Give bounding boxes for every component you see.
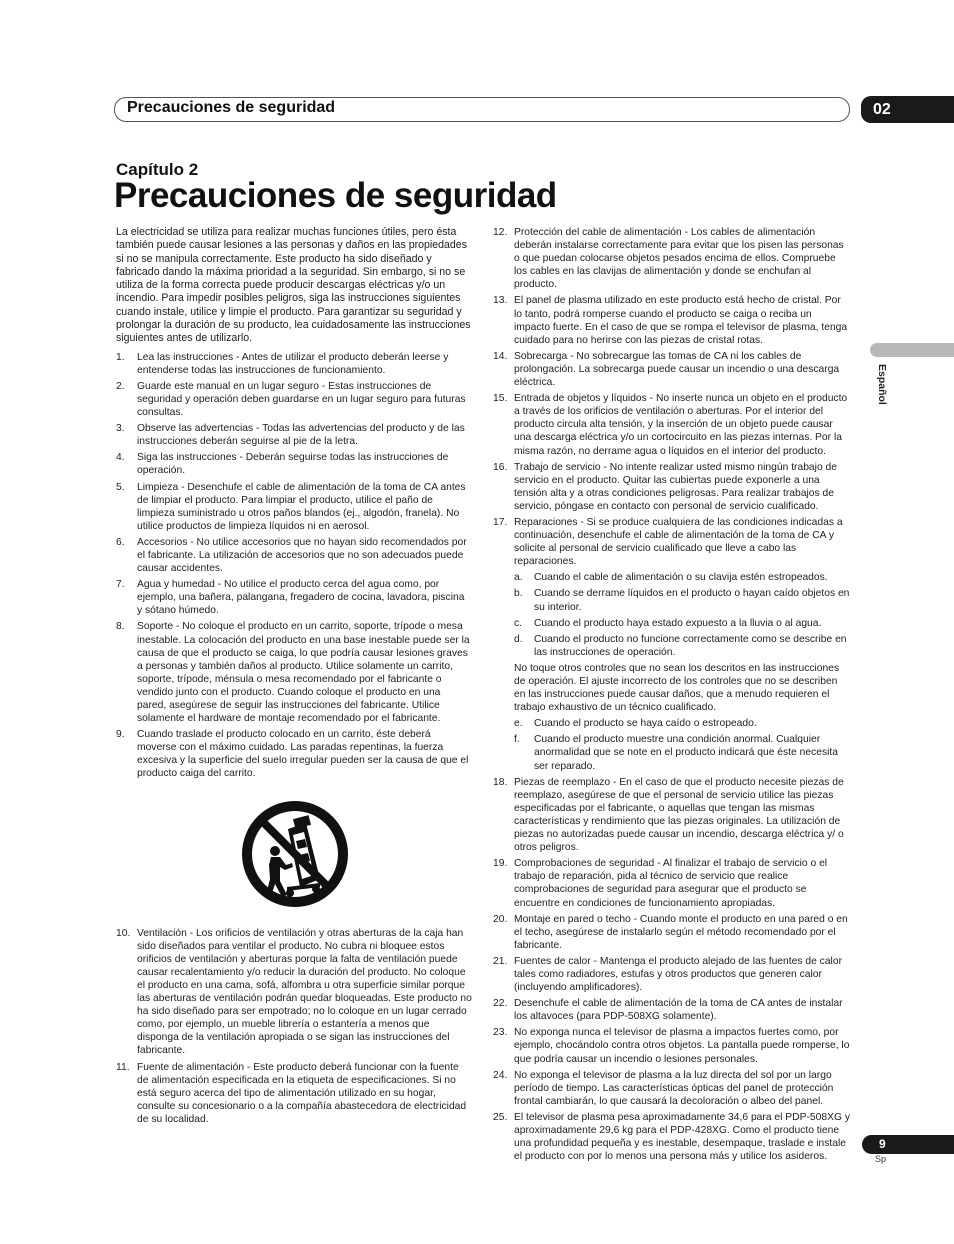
item-number: 13.: [493, 295, 508, 307]
list-item: [493, 997, 850, 1023]
sub-list-item: [493, 571, 850, 584]
item-number: 14.: [493, 350, 508, 362]
item-text: Cuando el producto se haya caído o estropeado.: [534, 718, 757, 730]
list-item: [493, 294, 850, 346]
item-text: Cuando el producto muestre una condición anormal. Cualquier anormalidad que se note en el producto indicará que éste necesita ser reparado.: [534, 734, 838, 772]
item-number: 1.: [116, 351, 125, 363]
list-item: [116, 927, 472, 1058]
page-title: Precauciones de seguridad: [114, 176, 557, 215]
item-text: Cuando se derrame líquidos en el producto o hayan caído objetos en su interior.: [534, 588, 850, 613]
item-text: Ventilación - Los orificios de ventilación y otras aberturas de la caja han sido diseñados para ventilar el producto. No cubra ni bloquee estos orificios de ventilación y aberturas porque la falta de ventilación puede causar recalentamiento y/o reducir la duración del producto. No coloque el producto en una cama, sofá, alfombra u otra superficie similar porque las aberturas de ventilación podrán quedar bloqueadas. Este producto no ha sido diseñado para ser empotrado; no lo coloque en un lugar cerrado como, por ejemplo, un mueble librería o estantería a menos que disponga de la ventilación apropiada o se sigan las instrucciones del fabricante.: [137, 927, 472, 1057]
chapter-number-tab: 02: [861, 96, 954, 123]
item-number: 8.: [116, 621, 125, 633]
list-item: [116, 578, 472, 617]
sub-list-item: [493, 733, 850, 772]
item-text: Siga las instrucciones - Deberán seguirse todas las instrucciones de operación.: [137, 452, 449, 477]
item-text: Guarde este manual en un lugar seguro - Estas instrucciones de seguridad y operación deben guardarse en un lugar seguro para futuras consultas.: [137, 380, 466, 419]
list-item: [116, 536, 472, 575]
item-number: 17.: [493, 516, 508, 528]
page-number: 9: [862, 1135, 954, 1154]
list-item: [116, 481, 472, 533]
repair-conditions-list-2: [493, 717, 850, 772]
list-item: [116, 422, 472, 448]
item-number: 10.: [116, 927, 131, 939]
item-number: 11.: [116, 1061, 130, 1073]
item-text: Observe las advertencias - Todas las advertencias del producto y de las instrucciones deberán seguirse al pie de la letra.: [137, 423, 465, 448]
list-item: [493, 226, 850, 291]
repair-conditions-list: [493, 571, 850, 659]
item-number: 12.: [493, 227, 508, 238]
list-item: [493, 857, 850, 909]
safety-list-3: [493, 226, 850, 568]
item-number: e.: [514, 718, 523, 730]
item-text: No exponga nunca el televisor de plasma a impactos fuertes como, por ejemplo, chocándolo contra otros objetos. La pantalla puede romperse, lo que podría causar un incendio o lesiones personales.: [514, 1027, 850, 1065]
item-number: 15.: [493, 393, 508, 405]
item-text: Cuando el producto no funcione correctamente como se describe en las instrucciones de operación.: [534, 633, 847, 658]
item-number: c.: [514, 617, 523, 629]
item-text: Soporte - No coloque el producto en un carrito, soporte, trípode o mesa inestable. La colocación del producto en una base inestable puede ser la causa de que el producto se caiga, lo que podría causar lesiones graves a personas y también daños al producto. Utilice solamente un carrito, soporte, trípode, ménsula o mesa recomendado por el fabricante o vendido junto con el producto. Cuando coloque el producto en una pared, asegúrese de seguir las instrucciones del fabricante. Utilice solamente el hardware de montaje recomendado por el fabricante.: [137, 621, 470, 725]
item-number: 22.: [493, 998, 508, 1010]
item-text: Sobrecarga - No sobrecargue las tomas de CA ni los cables de prolongación. La sobrecarga puede causar un incendio o una descarga eléctrica.: [514, 350, 840, 389]
sub-list-item: [493, 633, 850, 659]
list-item: [116, 728, 472, 780]
sub-list-item: [493, 617, 850, 630]
item-number: a.: [514, 572, 523, 584]
list-item: [493, 1069, 850, 1108]
item-text: Piezas de reemplazo - En el caso de que el producto necesite piezas de reemplazo, asegúrese de que el personal de servicio utilice las piezas especificadas por el fabricante, o aquellas que tengan las mismas características y rendimiento que las piezas originales. La utilización de piezas no autorizadas puede causar un incendio, descarga eléctrica y/ o otros peligros.: [514, 776, 844, 854]
item-number: 18.: [493, 776, 508, 788]
item-number: 5.: [116, 481, 125, 493]
item-number: 21.: [493, 955, 508, 967]
list-item: [493, 516, 850, 568]
header-bar: [114, 97, 850, 122]
item-number: d.: [514, 633, 523, 645]
item-number: 7.: [116, 579, 125, 591]
safety-list-4: [493, 776, 850, 1164]
list-item: [493, 350, 850, 389]
list-item: [493, 392, 850, 457]
page-language-code: Sp: [875, 1154, 887, 1164]
header-title: Precauciones de seguridad: [127, 99, 336, 116]
item-number: b.: [514, 588, 523, 600]
sub-list-item: [493, 717, 850, 730]
item-text: Protección del cable de alimentación - Los cables de alimentación deberán instalarse correctamente para evitar que los pisen las personas o que puedan colocarse objetos pesados encima de ellos. Compruebe los cables en las clavijas de alimentación y donde se enchufan al producto.: [514, 227, 844, 291]
item-number: 9.: [116, 729, 125, 741]
list-item: [116, 451, 472, 477]
item-text: Cuando el cable de alimentación o su clavija estén estropeados.: [534, 572, 828, 584]
controls-note: No toque otros controles que no sean los descritos en las instrucciones de operación. El ajuste incorrecto de los controles que no se describen en las instrucciones puede causar daños, que a menudo requieren el trabajo exhaustivo de un técnico cualificado.: [514, 662, 840, 714]
item-text: Accesorios - No utilice accesorios que no hayan sido recomendados por el fabricante. La utilización de accesorios que no son adecuados puede causar accidentes.: [137, 536, 467, 575]
item-text: Cuando el producto haya estado expuesto a la lluvia o al agua.: [534, 617, 822, 629]
item-text: Comprobaciones de seguridad - Al finalizar el trabajo de servicio o el trabajo de reparación, pida al técnico de servicio que realice comprobaciones de seguridad para asegurar que el producto se encuentre en condiciones de funcionamiento apropiadas.: [514, 858, 828, 909]
item-text: El televisor de plasma pesa aproximadamente 34,6 para el PDP-508XG y aproximadamente 29,6 kg para el PDP-428XG. Como el producto tiene una profundidad pequeña y es inestable, desempaque, traslade e instale el producto con por lo menos una persona más y utilice los asideros.: [514, 1111, 850, 1163]
item-text: Limpieza - Desenchufe el cable de alimentación de la toma de CA antes de limpiar el producto. Para limpiar el producto, utilice el paño de limpieza suministrado u otros paños blandos (ej., algodón, franela). No utilice productos de limpieza líquidos ni en aerosol.: [137, 481, 466, 532]
left-column: [116, 226, 472, 1129]
list-item: [116, 620, 472, 725]
list-item: [493, 776, 850, 855]
side-language-tab: [870, 343, 954, 357]
list-item: [116, 380, 472, 419]
safety-list-2: [116, 927, 472, 1126]
list-item: [493, 955, 850, 994]
item-number: 23.: [493, 1027, 508, 1039]
list-item: [493, 913, 850, 952]
right-column: [493, 226, 850, 1166]
item-text: Cuando traslade el producto colocado en un carrito, éste deberá moverse con el máximo cuidado. Las paradas repentinas, la fuerza excesiva y la superficie del suelo irregular pueden ser la causa de que el producto caiga del carrito.: [137, 729, 469, 780]
item-number: 19.: [493, 858, 508, 870]
intro-paragraph: La electricidad se utiliza para realizar muchas funciones útiles, pero ésta también puede causar lesiones a las personas y daños en las propiedades si no se manipula correctamente. Este producto ha sido diseñado y fabricado dando la máxima prioridad a la seguridad. Sin embargo, si no se utiliza de la forma correcta puede producir descargas eléctricas y/o un incendio. Para impedir posibles peligros, siga las instrucciones siguientes cuando instale, utilice y limpie el producto. Para garantizar su seguridad y prolongar la duración de su producto, lea cuidadosamente las instrucciones siguientes antes de utilizarlo.: [116, 226, 471, 345]
item-number: 2.: [116, 380, 125, 392]
list-item: [116, 1061, 472, 1126]
item-text: Lea las instrucciones - Antes de utilizar el producto deberán leerse y entenderse todas las instrucciones de funcionamiento.: [137, 351, 449, 376]
item-text: Montaje en pared o techo - Cuando monte el producto en una pared o en el techo, asegúrese de instalarlo según el método recomendado por el fabricante.: [514, 913, 848, 951]
list-item: [116, 351, 472, 377]
item-text: Desenchufe el cable de alimentación de la toma de CA antes de instalar los altavoces (para PDP-508XG solamente).: [514, 998, 843, 1023]
item-text: El panel de plasma utilizado en este producto está hecho de cristal. Por lo tanto, podrá romperse cuando el producto se caiga o reciba un impacto fuerte. En el caso de que se rompa el televisor de plasma, tenga cuidado para no herirse con las piezas de cristal rotas.: [514, 295, 848, 346]
item-number: 20.: [493, 913, 508, 925]
item-text: Entrada de objetos y líquidos - No inserte nunca un objeto en el producto a través de los orificios de ventilación o aberturas. Por el interior del producto circula alta tensión, y la inserción de un objeto puede causar una descarga eléctrica y/o un cortocircuito en las piezas internas. Por la misma razón, no derrame agua o líquidos en el interior del producto.: [514, 393, 848, 457]
item-text: Fuentes de calor - Mantenga el producto alejado de las fuentes de calor tales como radiadores, estufas y otros productos que generen calor (incluyendo amplificadores).: [514, 955, 842, 994]
item-text: Trabajo de servicio - No intente realizar usted mismo ningún trabajo de servicio en el producto. Quitar las cubiertas puede exponerle a una tensión alta y a otras condiciones peligrosas. Para realizar trabajos de servicio, póngase en contacto con personal de servicio cualificado.: [514, 461, 837, 512]
item-number: 25.: [493, 1111, 508, 1123]
list-item: [493, 1026, 850, 1065]
item-text: Agua y humedad - No utilice el producto cerca del agua como, por ejemplo, una bañera, palangana, fregadero de cocina, lavadora, piscina y sótano húmedo.: [137, 579, 465, 617]
item-number: 16.: [493, 461, 508, 473]
item-text: Reparaciones - Si se produce cualquiera de las condiciones indicadas a continuación, desenchufe el cable de alimentación de la toma de CA y solicite al personal de servicio cualificado que lleve a cabo las reparaciones.: [514, 516, 843, 568]
sub-list-item: [493, 587, 850, 613]
item-number: f.: [514, 734, 520, 746]
item-number: 4.: [116, 452, 125, 464]
list-item: [493, 461, 850, 513]
side-language-label: Español: [876, 364, 888, 405]
item-number: 24.: [493, 1069, 508, 1081]
item-number: 6.: [116, 536, 125, 548]
item-text: No exponga el televisor de plasma a la luz directa del sol por un largo período de tiempo. Las características ópticas del panel de protección frontal cambiarán, lo que causará la decoloración o albeo del panel.: [514, 1069, 834, 1107]
cart-warning-figure: [116, 791, 472, 919]
list-item: [493, 1111, 850, 1163]
chapter-label: Capítulo 2: [116, 160, 199, 179]
safety-list-1: [116, 351, 472, 781]
cart-tip-warning-icon: [240, 799, 350, 909]
item-text: Fuente de alimentación - Este producto deberá funcionar con la fuente de alimentación especificada en la etiqueta de especificaciones. Si no está seguro acerca del tipo de alimentación utilizado en su hogar, consulte su concesionario o a la compañía abastecedora de electricidad de su localidad.: [137, 1061, 467, 1125]
item-number: 3.: [116, 423, 125, 435]
